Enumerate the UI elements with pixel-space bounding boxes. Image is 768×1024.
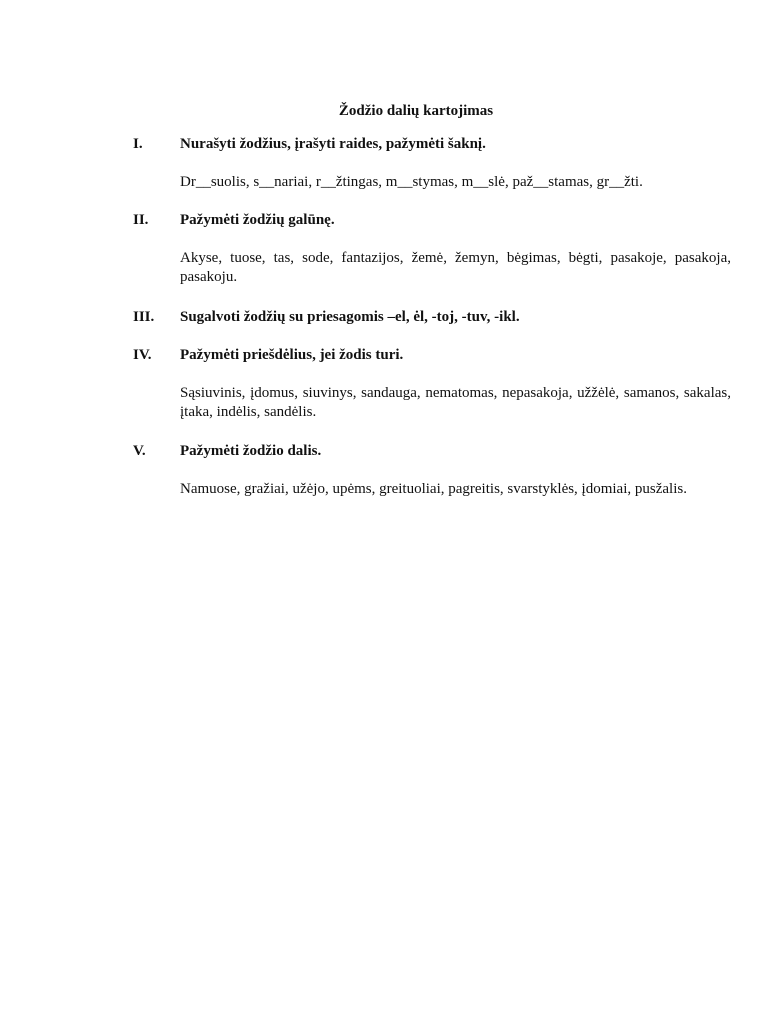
- exercise-section-2: [133, 211, 731, 287]
- exercise-numeral: V.: [133, 443, 146, 459]
- exercise-instruction: Sugalvoti žodžių su priesagomis –el, ėl, -toj, -tuv, -ikl.: [180, 309, 520, 325]
- exercise-words: Dr__suolis, s__nariai, r__žtingas, m__stymas, m__slė, paž__stamas, gr__žti.: [180, 174, 643, 190]
- exercise-heading: [133, 308, 731, 326]
- exercise-section-5: [133, 442, 731, 499]
- exercise-heading: [133, 442, 731, 460]
- exercise-words: Namuose, gražiai, užėjo, upėms, greituoliai, pagreitis, svarstyklės, įdomiai, pusžalis.: [180, 481, 687, 497]
- exercise-words: Sąsiuvinis, įdomus, siuvinys, sandauga, nematomas, nepasakoja, užžėlė, samanos, sakalas, įtaka, indėlis, sandėlis.: [180, 385, 731, 420]
- exercise-section-3: [133, 308, 731, 326]
- exercise-instruction: Pažymėti priešdėlius, jei žodis turi.: [180, 347, 404, 363]
- document-title: Žodžio dalių kartojimas: [338, 103, 494, 119]
- exercise-numeral: IV.: [133, 347, 152, 363]
- exercise-section-1: [133, 135, 731, 192]
- exercise-numeral: II.: [133, 212, 149, 228]
- exercise-heading: [133, 135, 731, 153]
- exercise-section-4: [133, 346, 731, 422]
- exercise-words: Akyse, tuose, tas, sode, fantazijos, žemė, žemyn, bėgimas, bėgti, pasakoje, pasakoja, pasakoju.: [180, 250, 731, 285]
- exercise-numeral: III.: [133, 309, 155, 325]
- exercise-instruction: Nurašyti žodžius, įrašyti raides, pažymėti šaknį.: [180, 136, 486, 152]
- exercise-instruction: Pažymėti žodžių galūnę.: [180, 212, 335, 228]
- exercise-heading: [133, 346, 731, 364]
- exercise-numeral: I.: [133, 136, 143, 152]
- exercise-heading: [133, 211, 731, 229]
- exercise-instruction: Pažymėti žodžio dalis.: [180, 443, 322, 459]
